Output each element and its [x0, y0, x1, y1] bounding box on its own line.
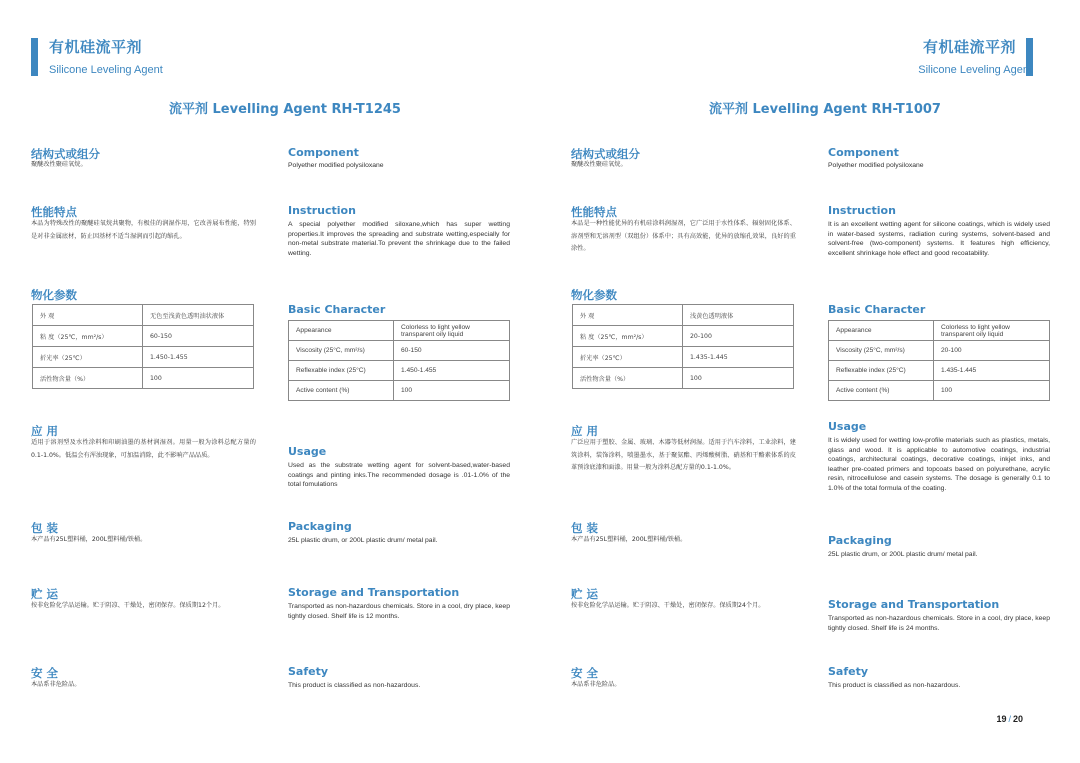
- section-text-cn: 本品系非危险品。: [571, 681, 621, 688]
- section-text-en: It is an excellent wetting agent for silicone coatings, which is widely used in water-based systems, radiation curing systems, solvent-based and solvent-free (two-component) systems. It features high efficiency, excellent shrinkage hole effect and good recoatability.: [828, 221, 1050, 257]
- section-heading-cn: 结构式或组分: [31, 147, 100, 161]
- section-text-cn: 按非危险化学品运输。贮于阴凉、干燥处，密闭保存。保质期12个月。: [31, 602, 225, 609]
- section-heading-cn: 物化参数: [31, 288, 77, 302]
- table-cell-value: 浅黄色透明液体: [683, 305, 794, 326]
- table-cell-label: Viscosity (25°C, mm²/s): [829, 341, 934, 361]
- section-heading-cn: 应 用: [571, 424, 599, 438]
- section-text-en: It is widely used for wetting low-profile materials such as plastics, metals, glass and wood. It is applicable to automotive coatings, industrial coatings, architectural coatings, decorative coatings, inkjet inks, and leather pre-coated primers and topcoats based on polyurethane, acrylic resin, nitrocellulose and casein systems. The dosage is generally 0.1 to 1.0% of the total formula of the coating.: [828, 437, 1050, 492]
- section-heading-en: Instruction: [288, 204, 356, 217]
- section-heading-cn: 包 装: [31, 521, 59, 535]
- section-text-en: Polyether modified polysiloxane: [288, 162, 384, 169]
- section-heading-en: Safety: [288, 665, 329, 678]
- table-cell-label: Active content (%): [289, 381, 394, 401]
- table-cell-label: 粘 度（25℃，mm²/s）: [573, 326, 683, 347]
- section-heading-en: Storage and Transportation: [828, 598, 1000, 611]
- section-heading-en: Usage: [828, 420, 867, 433]
- table-row: [289, 381, 510, 401]
- table-cell-value: 1.435-1.445: [683, 347, 794, 368]
- page-total: 20: [1012, 714, 1023, 724]
- section-heading-cn: 包 装: [571, 521, 599, 535]
- section-text-cn: 按非危险化学品运输。贮于阴凉、干燥处，密闭保存。保质期24个月。: [571, 602, 765, 609]
- section-text-cn: 本品是一种性能优异的有机硅涂料润湿剂，它广泛用于水性体系、辐射固化体系、溶剂型和无溶剂型（双组份）体系中；具有高效能，优异的放缩孔效果，良好的重涂性。: [571, 220, 796, 252]
- table-cell-value: Colorless to light yellow transparent oily liquid: [934, 321, 1050, 341]
- table-cell-value: 20-100: [934, 341, 1050, 361]
- section-heading-en: Packaging: [828, 534, 892, 547]
- table-row: [573, 368, 794, 389]
- table-cell-value: 1.450-1.455: [143, 347, 254, 368]
- params-table-cn: [32, 304, 254, 389]
- section-heading-en: Basic Character: [828, 303, 926, 316]
- table-row: [33, 326, 254, 347]
- table-cell-value: 60-150: [143, 326, 254, 347]
- section-heading-cn: 贮 运: [571, 587, 599, 601]
- table-row: [33, 305, 254, 326]
- table-row: [829, 381, 1050, 401]
- section-text-en: This product is classified as non-hazardous.: [288, 682, 421, 689]
- section-heading-cn: 结构式或组分: [571, 147, 640, 161]
- page-separator: /: [1008, 714, 1011, 724]
- table-row: [289, 341, 510, 361]
- section-text-en: This product is classified as non-hazardous.: [828, 682, 961, 689]
- section-heading-en: Instruction: [828, 204, 896, 217]
- product-title: 流平剂 Levelling Agent RH-T1007: [709, 102, 941, 117]
- section-text-cn: 广泛应用于塑胶、金属、玻璃、木器等低材润湿。适用于汽车涂料，工业涂料，建筑涂料，装饰涂料，喷墨墨水，基于聚氨酯、丙烯酸树脂、硝基和干酪素体系的皮革预涂底漆和面漆。用量一般为涂料总配方量的0.1-1.0%。: [571, 439, 796, 471]
- table-cell-value: 1.450-1.455: [394, 361, 510, 381]
- table-cell-label: Appearance: [289, 321, 394, 341]
- table-cell-value: 100: [934, 381, 1050, 401]
- table-row: [289, 321, 510, 341]
- section-heading-en: Safety: [828, 665, 869, 678]
- table-cell-label: 折光率（25℃）: [573, 347, 683, 368]
- section-heading-cn: 贮 运: [31, 587, 59, 601]
- section-heading-cn: 物化参数: [571, 288, 617, 302]
- table-cell-value: Colorless to light yellow transparent oily liquid: [394, 321, 510, 341]
- table-cell-value: 100: [143, 368, 254, 389]
- section-text-cn: 本品系非危险品。: [31, 681, 81, 688]
- params-table-en: [828, 320, 1050, 401]
- section-heading-en: Basic Character: [288, 303, 386, 316]
- brand-subtitle-en-left: Silicone Leveling Agent: [49, 64, 163, 76]
- section-text-en: Transported as non-hazardous chemicals. Store in a cool, dry place, keep tightly closed. Shelf life is 12 months.: [288, 603, 510, 620]
- params-table-cn: [572, 304, 794, 389]
- table-cell-label: Appearance: [829, 321, 934, 341]
- section-text-cn: 聚醚改性聚硅氧烷。: [571, 161, 627, 168]
- brand-title-cn-left: 有机硅流平剂: [49, 38, 143, 56]
- section-heading-en: Usage: [288, 445, 327, 458]
- table-cell-value: 60-150: [394, 341, 510, 361]
- table-cell-label: Active content (%): [829, 381, 934, 401]
- table-cell-value: 100: [394, 381, 510, 401]
- section-text-en: Polyether modified polysiloxane: [828, 162, 924, 169]
- section-text-en: Transported as non-hazardous chemicals. Store in a cool, dry place, keep tightly closed. Shelf life is 24 months.: [828, 615, 1050, 632]
- brand-subtitle-en-right: Silicone Leveling Agent: [918, 64, 1032, 76]
- table-row: [33, 368, 254, 389]
- table-cell-label: Reflexable index (25°C): [829, 361, 934, 381]
- table-cell-label: Reflexable index (25°C): [289, 361, 394, 381]
- table-row: [829, 361, 1050, 381]
- product-title: 流平剂 Levelling Agent RH-T1245: [169, 102, 401, 117]
- section-heading-en: Storage and Transportation: [288, 586, 460, 599]
- section-heading-en: Packaging: [288, 520, 352, 533]
- table-row: [829, 341, 1050, 361]
- params-table-en: [288, 320, 510, 401]
- section-text-en: 25L plastic drum, or 200L plastic drum/ metal pail.: [828, 551, 978, 558]
- section-text-en: Used as the substrate wetting agent for solvent-based,water-based coatings and pinting inks.The recommended dosage is .01-1.0% of the total fomulations: [288, 462, 510, 489]
- section-heading-cn: 安 全: [571, 666, 599, 680]
- table-cell-label: 粘 度（25℃，mm²/s）: [33, 326, 143, 347]
- table-cell-label: 外 观: [33, 305, 143, 326]
- section-heading-cn: 应 用: [31, 424, 59, 438]
- section-text-cn: 聚醚改性聚硅氧烷。: [31, 161, 87, 168]
- table-cell-value: 20-100: [683, 326, 794, 347]
- page-current: 19: [996, 714, 1007, 724]
- table-row: [289, 361, 510, 381]
- table-cell-label: Viscosity (25°C, mm²/s): [289, 341, 394, 361]
- section-heading-en: Component: [828, 146, 899, 159]
- section-text-cn: 本品为特殊改性的聚醚硅氧烷共聚物，有极佳的润湿作用，它改善展布性能，特别是对非金属底材，防止因基材不适当湿润而引起的缩孔。: [31, 220, 256, 240]
- table-cell-value: 1.435-1.445: [934, 361, 1050, 381]
- table-cell-value: 无色至浅黄色透明油状液体: [143, 305, 254, 326]
- brand-accent-bar-left: [31, 38, 38, 76]
- table-row: [33, 347, 254, 368]
- section-text-cn: 适用于溶剂型及水性涂料和印刷油墨的基材润湿剂。用量一般为涂料总配方量的0.1-1.0%。低温会有浑浊现象，可加温消除，此不影响产品品质。: [31, 439, 256, 459]
- section-heading-cn: 性能特点: [31, 205, 77, 219]
- table-cell-label: 活性物含量（%）: [33, 368, 143, 389]
- page-number: [996, 714, 1023, 724]
- section-text-en: 25L plastic drum, or 200L plastic drum/ metal pail.: [288, 537, 438, 544]
- table-cell-label: 活性物含量（%）: [573, 368, 683, 389]
- section-heading-cn: 性能特点: [571, 205, 617, 219]
- section-text-cn: 本产品有25L塑料桶，200L塑料桶/铁桶。: [31, 536, 147, 543]
- table-row: [829, 321, 1050, 341]
- table-cell-value: 100: [683, 368, 794, 389]
- table-row: [573, 326, 794, 347]
- section-heading-cn: 安 全: [31, 666, 59, 680]
- table-cell-label: 折光率（25℃）: [33, 347, 143, 368]
- table-row: [573, 347, 794, 368]
- section-text-en: A special polyether modified siloxane,which has super wetting properties.It improves the spreading and substrate wetting,especially for non-metal substrate material.To prevent the shrinkage due to the failed wetting.: [288, 221, 510, 257]
- brand-title-cn-right: 有机硅流平剂: [922, 38, 1016, 56]
- section-heading-en: Component: [288, 146, 359, 159]
- table-cell-label: 外 观: [573, 305, 683, 326]
- table-row: [573, 305, 794, 326]
- section-text-cn: 本产品有25L塑料桶，200L塑料桶/铁桶。: [571, 536, 687, 543]
